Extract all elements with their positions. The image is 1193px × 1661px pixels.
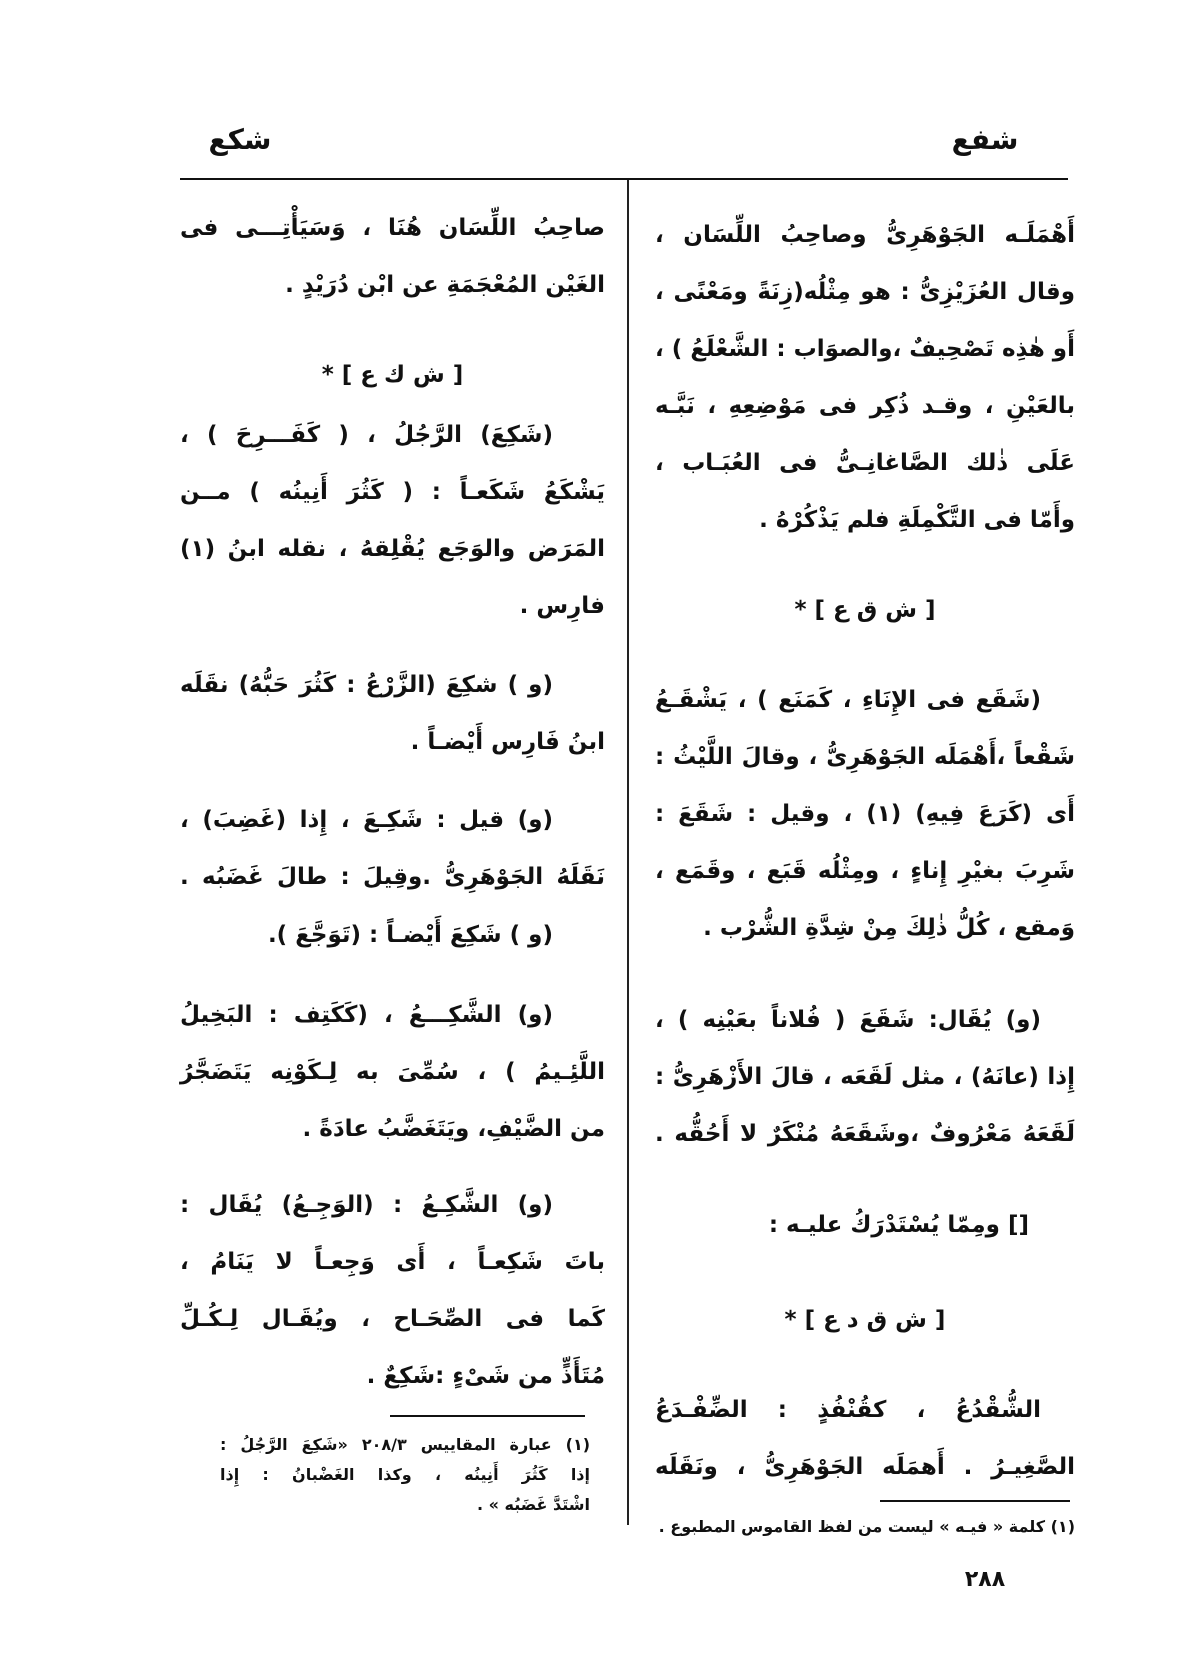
- text-line: ابنُ فَارِس أَيْضـاً .: [410, 729, 605, 755]
- left-paragraph-4: [180, 792, 605, 906]
- text-line: عَلَى ذٰلك الصَّاغانِـىُّ فى العُبَـاب ،: [655, 450, 1075, 476]
- text-line: كَما فى الصِّحَـاح ، ويُقَـال لِـكُـلِّ: [180, 1306, 605, 1332]
- footnote-rule: [880, 1500, 1070, 1502]
- right-paragraph-2: [655, 672, 1075, 957]
- text-line: الشُّقْدُعُ ، كقُنْفُذٍ : الضِّفْـدَعُ: [655, 1397, 1041, 1423]
- text-line: (و) قيل : شَكِـعَ ، إِذا (غَضِبَ) ،: [180, 807, 553, 833]
- text-line: (و) الشَّكِـــعُ ، (كَكَتِف : البَخِيلُ: [180, 1002, 553, 1028]
- text-line: المَرَض والوَجَع يُقْلِقهُ ، نقله ابنُ (١): [180, 536, 605, 562]
- text-line: (شَكِعَ) الرَّجُلُ ، ( كَفَـــرِحَ ) ،: [180, 422, 553, 448]
- text-line: لَقَعَهُ مَعْرُوفٌ ،وشَقَعَهُ مُنْكَرٌ لا أَحُقُّه .: [655, 1121, 1075, 1147]
- text-line: (و) يُقَال: شَقَعَ ( فُلاناً بعَيْنِه ) ،: [655, 1007, 1041, 1033]
- footnote-line: (١) عبارة المقاييس ٢٠٨/٣ «شَكِعَ الرَّجُلُ :: [220, 1435, 591, 1454]
- text-line: صاحِبُ اللِّسَان هُنَا ، وَسَيَأْتِـــى فى: [180, 215, 605, 241]
- text-line: وقال العُزَيْزِىُّ : هو مِثْلُه(زِنَةً ومَعْنًى ،: [655, 279, 1075, 305]
- text-line: الغَيْن المُعْجَمَةِ عن ابْن دُرَيْدٍ .: [285, 272, 605, 298]
- left-column: [180, 0, 605, 1661]
- text-line: إِذا (عانَهُ) ، مثل لَقَعَه ، قالَ الأَزْهَرِىُّ :: [655, 1064, 1075, 1090]
- right-paragraph-3: [655, 992, 1075, 1163]
- text-line: فارِس .: [519, 593, 605, 619]
- addendum-line: [] ومِمّا يُسْتَدْرَكُ عليـه :: [768, 1212, 1029, 1238]
- text-line: اللَّئِـيمُ ) ، سُمِّىَ به لِـكَوْنِه يَتَضَجَّرُ: [180, 1059, 605, 1085]
- text-line: أَى (كَرَعَ فِيهِ) (١) ، وقيل : شَقَعَ :: [655, 801, 1076, 827]
- right-paragraph-4: [655, 1382, 1075, 1496]
- page-number: ٢٨٨: [964, 1567, 1006, 1592]
- left-paragraph-2: [180, 407, 605, 635]
- column-divider: [627, 180, 629, 1525]
- text-line: (و ) شكِعَ (الزَّرْعُ : كَثُرَ حَبُّهُ) نقَلَه: [180, 672, 553, 698]
- text-line: من الضَّيْفِ، ويَتَغَضَّبُ عادَةً .: [302, 1116, 605, 1142]
- entry-heading: [ ش ك ع ] *: [321, 362, 464, 388]
- right-column: [655, 0, 1075, 1661]
- text-line: يَشْكَعُ شَكَعـاً : ( كَثُرَ أَنِينُه ) مــن: [180, 479, 605, 505]
- left-paragraph-5: [180, 907, 605, 964]
- left-paragraph-1: [180, 200, 605, 314]
- text-line: (و ) شَكِعَ أَيْضـاً : (تَوَجَّعَ ).: [267, 922, 553, 948]
- text-line: (و) الشَّكِـعُ : (الوَجِـعُ) يُقَال :: [180, 1192, 553, 1218]
- footnote-rule: [390, 1415, 585, 1417]
- running-header-right: شفع: [951, 123, 1019, 156]
- footnote-line: إذا كَثُرَ أَنِينُه ، وكذا الغَضْبانُ : إِذا: [220, 1465, 590, 1484]
- running-header-left: شكع: [208, 123, 272, 156]
- entry-heading: [ ش ق ع ] *: [794, 597, 936, 623]
- text-line: باتَ شَكِعـاً ، أَى وَجِعـاً لا يَنَامُ ،: [180, 1249, 605, 1275]
- text-line: بالعَيْنِ ، وقـد ذُكِر فى مَوْضِعِهِ ، نَبَّـه: [655, 393, 1075, 419]
- text-line: الصَّغِيـرُ . أَهمَلَه الجَوْهَرِىُّ ، ونَقَلَه: [655, 1454, 1075, 1480]
- text-line: وأَمّا فى التَّكْمِلَةِ فلم يَذْكُرْهُ .: [759, 507, 1075, 533]
- text-line: وَمقع ، كُلُّ ذٰلِكَ مِنْ شِدَّةِ الشُّرْب .: [703, 915, 1075, 941]
- footnote: (١) كلمة « فيـه » ليست من لفظ القاموس المطبوع .: [658, 1517, 1075, 1536]
- left-paragraph-6: [180, 987, 605, 1158]
- text-line: أَو هٰذِه تَصْحِيفٌ ،والصوَاب : الشَّعْلَعُ ) ،: [655, 336, 1075, 362]
- right-paragraph-1: [655, 207, 1075, 549]
- text-line: شَرِبَ بغيْرِ إِناءٍ ، ومِثْلُه قَبَع ، وقَمَع ،: [655, 858, 1075, 884]
- entry-heading: [ ش ق د ع ] *: [784, 1307, 946, 1333]
- footnote-line: اشْتَدَّ غَضَبُه » .: [476, 1495, 590, 1514]
- left-paragraph-3: [180, 657, 605, 771]
- text-line: نَقَلَهُ الجَوْهَرِىُّ .وقِيلَ : طالَ غَضَبُه .: [180, 864, 605, 890]
- text-line: شَقْعاً ،أَهْمَلَه الجَوْهَرِىُّ ، وقالَ اللَّيْثُ :: [655, 744, 1075, 770]
- text-line: مُتَأَذٍّ من شَىْءٍ :شَكِعٌ .: [366, 1363, 605, 1389]
- left-paragraph-7: [180, 1177, 605, 1405]
- text-line: أَهْمَلَـه الجَوْهَرِىُّ وصاحِبُ اللِّسَان ،: [655, 222, 1075, 248]
- footnote: [220, 1430, 590, 1520]
- text-line: (شَقَع فى الإِنَاءِ ، كَمَنَع ) ، يَشْقَـعُ: [655, 687, 1041, 713]
